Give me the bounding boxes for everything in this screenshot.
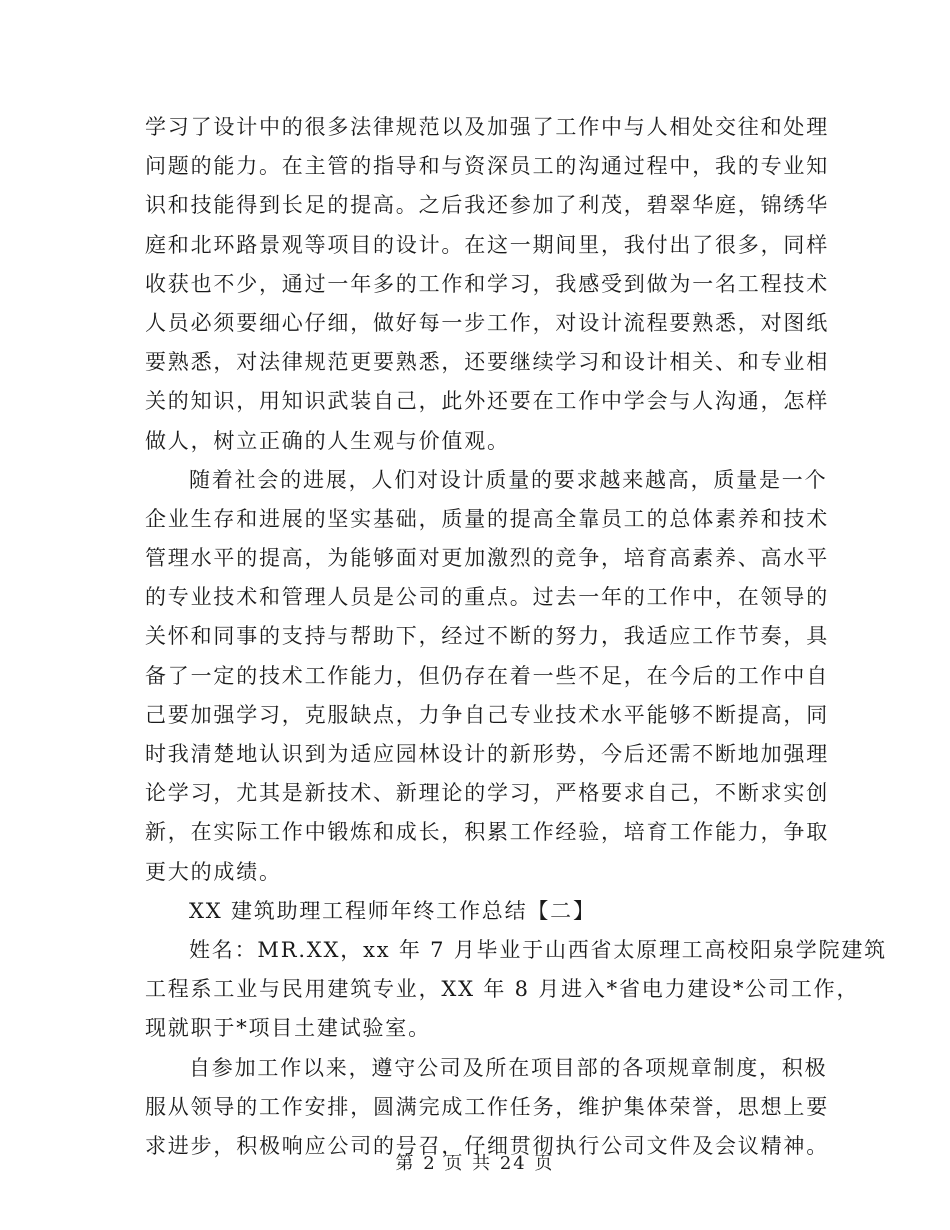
body-line: 关的知识，用知识武装自己，此外还要在工作中学会与人沟通，怎样 [145,389,829,414]
body-line: 做人，树立正确的人生观与价值观。 [145,428,510,453]
body-line: 更大的成绩。 [145,859,282,884]
body-line: 求进步，积极响应公司的号召，仔细贯彻执行公司文件及会议精神。 [145,1133,829,1158]
paragraph-start-line: 姓名：MR.XX，xx 年 7 月毕业于山西省太原理工高校阳泉学院建筑 [189,937,887,962]
body-line: 时我清楚地认识到为适应园林设计的新形势，今后还需不断地加强理 [145,742,829,766]
body-line: 工程系工业与民用建筑专业，XX 年 8 月进入*省电力建设*公司工作， [145,977,860,1002]
body-line: 学习了设计中的很多法律规范以及加强了工作中与人相处交往和处理 [145,115,829,139]
body-line: 问题的能力。在主管的指导和与资深员工的沟通过程中，我的专业知 [145,154,829,179]
body-line: 企业生存和进展的坚实基础，质量的提高全靠员工的总体素养和技术 [145,506,829,531]
page-number-footer: 第 2 页 共 24 页 [395,1153,555,1174]
body-line: 论学习，尤其是新技术、新理论的学习，严格要求自己，不断求实创 [145,781,829,806]
body-line: 备了一定的技术工作能力，但仍存在着一些不足，在今后的工作中自 [145,663,829,688]
body-line: 服从领导的工作安排，圆满完成工作任务，维护集体荣誉，思想上要 [145,1094,829,1119]
body-line: 庭和北环路景观等项目的设计。在这一期间里，我付出了很多，同样 [145,232,829,257]
body-line: 管理水平的提高，为能够面对更加激烈的竞争，培育高素养、高水平 [145,546,829,571]
body-line: 新，在实际工作中锻炼和成长，积累工作经验，培育工作能力，争取 [145,820,829,845]
body-line: 识和技能得到长足的提高。之后我还参加了利茂，碧翠华庭，锦绣华 [145,193,829,218]
body-line: 人员必须要细心仔细，做好每一步工作，对设计流程要熟悉，对图纸 [145,310,829,335]
body-line: 现就职于*项目土建试验室。 [145,1016,431,1041]
paragraph-start-line: 自参加工作以来，遵守公司及所在项目部的各项规章制度，积极 [189,1055,828,1080]
body-line: 要熟悉，对法律规范更要熟悉，还要继续学习和设计相关、和专业相 [145,350,829,375]
section-heading: XX 建筑助理工程师年终工作总结【二】 [189,898,596,923]
body-line: 己要加强学习，克服缺点，力争自己专业技术水平能够不断提高，同 [145,702,829,727]
paragraph-start-line: 随着社会的进展，人们对设计质量的要求越来越高，质量是一个 [189,467,828,492]
body-line: 的专业技术和管理人员是公司的重点。过去一年的工作中，在领导的 [145,585,829,610]
body-line: 收获也不少，通过一年多的工作和学习，我感受到做为一名工程技术 [145,271,829,296]
document-body [145,108,887,1166]
body-line: 关怀和同事的支持与帮助下，经过不断的努力，我适应工作节奏，具 [145,624,829,649]
